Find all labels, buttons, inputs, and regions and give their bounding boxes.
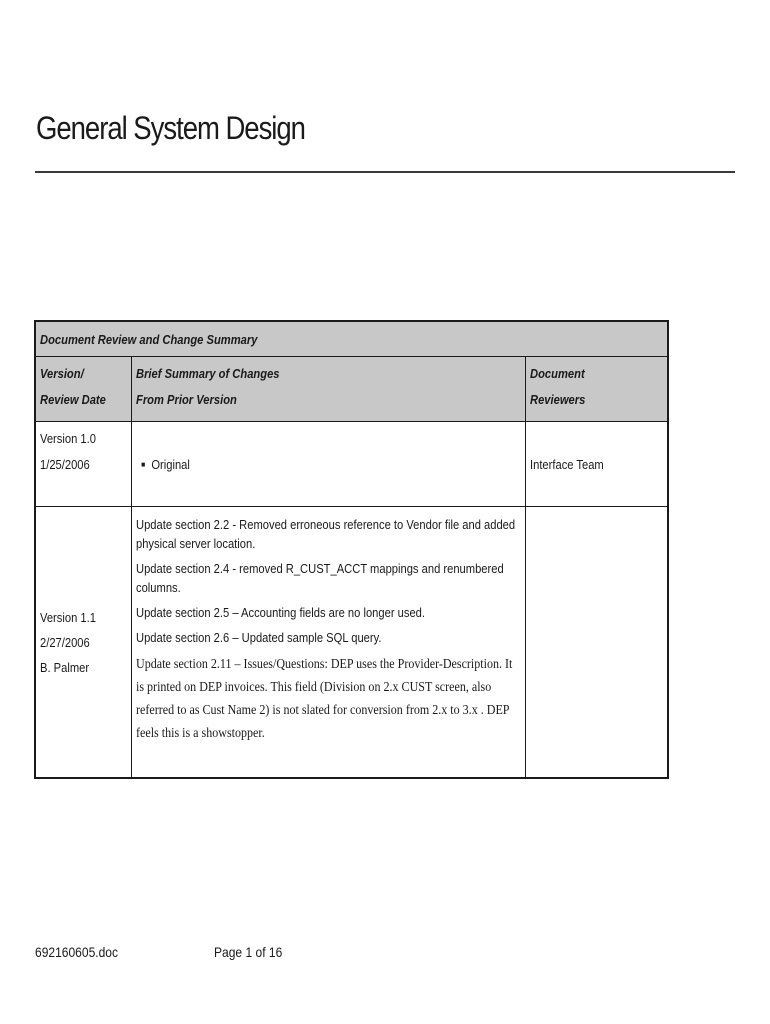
table-caption-row — [35, 321, 668, 357]
table-caption — [35, 321, 668, 357]
header-version-line2: Review Date — [40, 392, 106, 407]
table-header-row — [35, 357, 668, 422]
row2-change-item: Update section 2.11 – Issues/Questions: DEP uses the Provider-Description. It is printed on DEP invoices. This field (Division on 2.x CUST screen, also referred to as Cust Name 2) is not slated for conversion from 2.x to 3.x . DEP feels this is a showstopper. — [135, 657, 512, 741]
row2-change-item: Update section 2.4 - removed R_CUST_ACCT mappings and renumbered columns. — [135, 561, 504, 595]
row2-change-item: Update section 2.6 – Updated sample SQL query. — [135, 630, 381, 645]
header-summary — [131, 357, 525, 422]
change-summary-table — [34, 320, 669, 779]
row1-changes-cell — [131, 422, 525, 507]
header-reviewers-line2: Reviewers — [529, 392, 585, 407]
row1-version: Version 1.0 — [40, 431, 96, 446]
row2-author: B. Palmer — [40, 659, 90, 675]
bullet-icon: ■ — [140, 460, 145, 469]
row1-version-cell — [35, 422, 131, 507]
table-caption-text: Document Review and Change Summary — [40, 331, 258, 347]
footer-filename: 692160605.doc — [35, 944, 119, 960]
document-title: General System Design — [36, 110, 305, 146]
table-row — [35, 507, 668, 779]
row1-change-item: Original — [150, 457, 190, 472]
header-version — [35, 357, 131, 422]
row2-change-item: Update section 2.2 - Removed erroneous reference to Vendor file and added physical server location. — [135, 517, 515, 551]
title-rule — [35, 171, 735, 173]
header-reviewers — [525, 357, 668, 422]
row2-changes-cell — [131, 507, 525, 779]
row2-reviewers-cell — [525, 507, 668, 779]
row1-reviewers: Interface Team — [529, 457, 604, 472]
header-version-line1: Version/ — [40, 366, 84, 381]
row1-date: 1/25/2006 — [40, 457, 90, 472]
footer-page-number: Page 1 of 16 — [214, 944, 283, 960]
row2-version: Version 1.1 — [40, 609, 96, 625]
row2-version-cell — [35, 507, 131, 779]
row2-change-item: Update section 2.5 – Accounting fields are no longer used. — [135, 605, 425, 620]
header-summary-line1: Brief Summary of Changes — [135, 366, 280, 381]
header-reviewers-line1: Document — [529, 366, 585, 381]
row2-date: 2/27/2006 — [40, 634, 90, 650]
table-row — [35, 422, 668, 507]
row1-reviewers-cell — [525, 422, 668, 507]
header-summary-line2: From Prior Version — [135, 392, 237, 407]
